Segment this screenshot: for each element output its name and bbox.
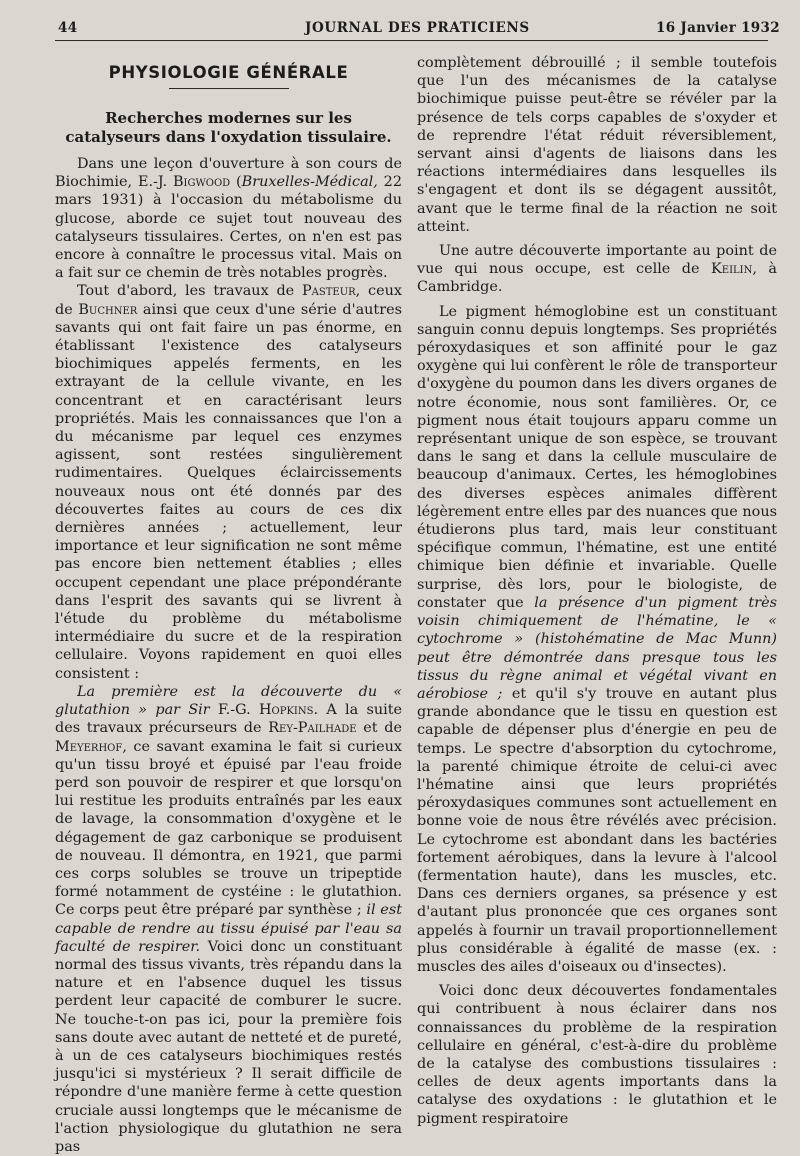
paragraph-keilin: [417, 242, 777, 297]
section-title-underline: [169, 88, 289, 89]
author-name: Rey-Pailhade: [268, 720, 357, 737]
author-name: Pasteur: [301, 283, 356, 300]
left-column: [55, 52, 402, 1156]
text-run: et de: [356, 720, 402, 737]
paragraph-conclusion: Voici donc deux découvertes fondamentales qui contribuent à nous éclairer dans nos connaissances du problème de la respiration cellulaire en général, c'est-à-dire du problème de la catalyse des combustions tissulaires : celles de deux agents importants dans la catalyse des oxydations : le glutathion et le pigment respiratoire: [417, 983, 777, 1127]
text-run: Dans une leçon d'ouverture à son cours de Biochimie, E.-J.: [55, 156, 402, 191]
author-name: Bigwood: [172, 174, 231, 191]
text-run: F.-G.: [209, 702, 259, 719]
author-name: Meyerhof: [55, 738, 123, 755]
author-name: Hopkins: [258, 702, 314, 719]
text-run: Le pigment hémoglobine est un constituant sanguin connu depuis longtemps. Ses propriétés péroxydasiques et son affinité pour le gaz oxygène qui lui confèrent le rôle de transporteur d'oxygène du poumon dans les divers organes de notre économie, nous sont familières. Or, ce pigment nous était toujours apparu comme un représentant unique de son espèce, se trouvant dans le sang et dans la cellule musculaire de beaucoup d'animaux. Certes, les hémoglobines des diverses espèces animales diffèrent légèrement entre elles par des nuances que nous étudierons plus tard, mais leur constituant spécifique commun, l'hématine, est une entité chimique bien définie et invariable. Quelle surprise, dès lors, pour le biologiste, de constater que: [417, 303, 777, 611]
text-run: ainsi que ceux d'une série d'autres savants qui ont fait faire un pas énorme, en établissant l'existence des catalyseurs biochimiques appelés ferments, en les extrayant de la cellule vivante, en les concentrant et en caractérisant leurs propriétés. Mais les connaissances que l'on a du mécanisme par lequel ces enzymes agissent, sont restées singulièrement rudimentaires. Quelques éclaircissements nouveaux nous ont été donnés par des découvertes faites au cours de ces dix dernières années ; actuellement, leur importance et leur signification ne sont même pas encore bien nettement établies ; elles occupent cependant une place prépondérante dans l'esprit des savants qui se livrent à l'étude du problème du métabolisme intermédiaire du sucre et de la respiration cellulaire. Voyons rapidement en quoi elles consistent :: [55, 301, 402, 682]
running-header: [0, 14, 800, 38]
text-run: , ceux de: [55, 283, 402, 318]
text-run: Tout d'abord, les travaux de: [77, 283, 302, 300]
author-name: Buchner: [78, 301, 138, 318]
section-title: PHYSIOLOGIE GÉNÉRALE: [108, 63, 349, 82]
text-run: , à Cambridge.: [417, 261, 777, 296]
text-run: . A la suite des travaux précurseurs de: [55, 702, 402, 737]
text-run: Une autre découverte importante au point de vue qui nous occupe, est celle de: [417, 243, 777, 278]
page-number: 44: [58, 20, 78, 36]
paragraph-history: [55, 282, 402, 682]
paragraph-continued: complètement débrouillé ; il semble toutefois que l'un des mécanismes de la catalyse biochimique puisse peut-être se révéler par la présence de tels corps capables de s'oxyder et de reprendre l'état réduit réversiblement, servant ainsi d'agents de liaisons dans les réactions intermédiaires dans lesquelles ils s'engagent et dont ils se dégagent aussitôt, avant que le terme final de la réaction ne soit atteint.: [417, 55, 777, 235]
text-run: Voici donc un constituant normal des tissus vivants, très répandu dans la nature et en l'absence duquel les tissus perdent leur capacité de comburer le sucre. Ne touche-t-on pas ici, pour la première fois sans doute avec autant de netteté et de pureté, à un de ces catalyseurs biochimiques restés jusqu'ici si mystérieux ? Il serait difficile de répondre d'une manière ferme à cette question cruciale aussi longtemps que le mécanisme de l'action physiologique du glutathion ne sera pas: [55, 938, 403, 1155]
journal-title: JOURNAL DES PRATICIENS: [305, 20, 530, 36]
paragraph-cytochrome: [417, 303, 777, 977]
text-run: et qu'il s'y trouve en autant plus grande abondance que le tissu en question est capable de dépenser plus d'énergie en peu de temps. Le spectre d'absorption du cytochrome, la parenté chimique étroite de celui-ci avec l'hématine ainsi que leurs propriétés péroxydasiques communes sont actuellement en bonne voie de nous être révélés avec précision. Le cytochrome est abondant dans les bactéries fortement aérobiques, dans la levure à l'alcool (fermentation haute), dans les muscles, etc. Dans ces derniers organes, sa présence y est d'autant plus prononcée que ces organes sont appelés à fournir un travail proportionnellement plus considérable à égalité de masse (ex. : muscles des ailes d'oiseaux ou d'insectes).: [417, 685, 778, 975]
emphasis: la présence d'un pigment très voisin chimiquement de l'hématine, le « cytochrome » (histohématine de Mac Munn) peut être démontrée dans presque tous les tissus du règne animal et végétal vivant en aérobiose ;: [417, 594, 777, 702]
author-name: Keilin: [711, 261, 753, 278]
emphasis: il est capable de rendre au tissu épuisé par l'eau sa faculté de respirer.: [55, 902, 402, 955]
text-run: (: [230, 174, 242, 191]
text-run: 22 mars 1931) à l'occasion du métabolisme du glucose, aborde ce sujet tout nouveau des catalyseurs tissulaires. Certes, on n'en est pas encore à connaître le processus vital. Mais on a fait sur ce chemin de très notables progrès.: [55, 174, 402, 282]
citation: Bruxelles-Médical,: [241, 174, 378, 191]
paragraph-intro: [55, 155, 402, 282]
article-title: Recherches modernes sur les catalyseurs dans l'oxydation tissulaire.: [65, 109, 392, 146]
right-column: [417, 54, 777, 1128]
header-rule: [55, 40, 768, 41]
emphasis: La première est la découverte du « glutathion » par Sir: [55, 683, 402, 719]
paragraph-glutathion: [55, 683, 402, 1156]
issue-date: 16 Janvier 1932: [656, 20, 780, 36]
text-run: , ce savant examina le fait si curieux qu'un tissu broyé et épuisé par l'eau froide perd son pouvoir de respirer et que lorsqu'on lui restitue les produits entraînés par les eaux de lavage, la consommation d'oxygène et le dégagement de gaz carbonique se produisent de nouveau. Il démontra, en 1921, que parmi ces corps solubles se trouve un tripeptide formé notamment de cystéine : le glutathion. Ce corps peut être préparé par synthèse ;: [55, 738, 402, 919]
